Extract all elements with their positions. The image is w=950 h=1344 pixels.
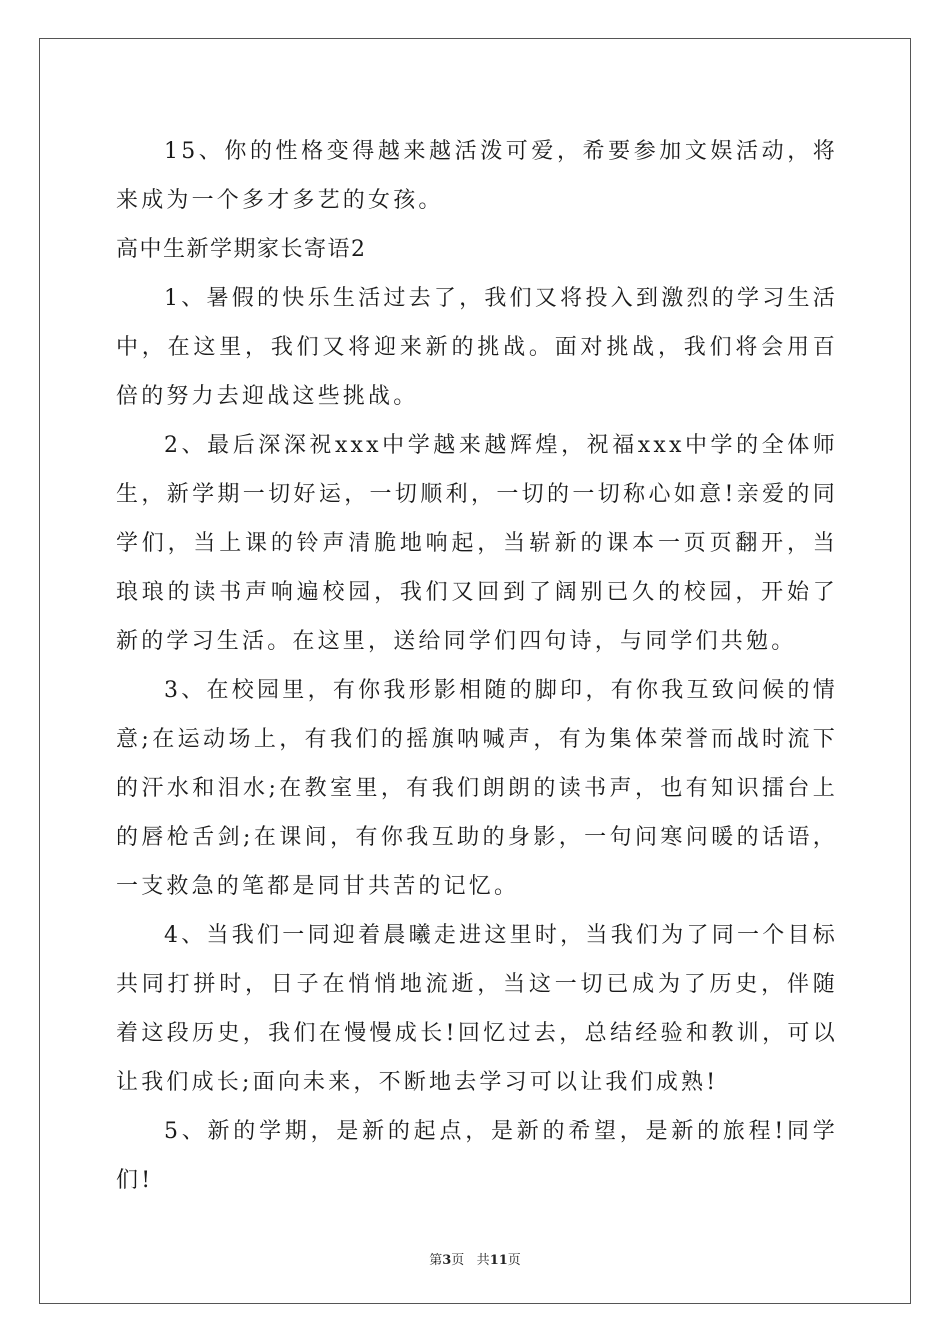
document-body: [116, 127, 838, 1205]
paragraph-2: 2、最后深深祝xxx中学越来越辉煌，祝福xxx中学的全体师生，新学期一切好运，一切顺利，一切的一切称心如意!亲爱的同学们，当上课的铃声清脆地响起，当崭新的课本一页页翻开，当琅琅的读书声响遍校园，我们又回到了阔别已久的校园，开始了新的学习生活。在这里，送给同学们四句诗，与同学们共勉。: [116, 433, 838, 654]
paragraph-15: 15、你的性格变得越来越活泼可爱，希要参加文娱活动，将来成为一个多才多艺的女孩。: [116, 139, 838, 213]
total-pages: 11: [489, 1253, 508, 1268]
section-heading: 高中生新学期家长寄语2: [116, 237, 367, 262]
total-prefix: 共: [476, 1253, 490, 1268]
page-suffix: 页: [451, 1253, 465, 1268]
page-footer: [0, 1249, 950, 1268]
paragraph-5: 5、新的学期，是新的起点，是新的希望，是新的旅程!同学们!: [116, 1119, 838, 1193]
page-prefix: 第: [429, 1253, 443, 1268]
paragraph-1: 1、暑假的快乐生活过去了，我们又将投入到激烈的学习生活中，在这里，我们又将迎来新的挑战。面对挑战，我们将会用百倍的努力去迎战这些挑战。: [116, 286, 838, 409]
page-number: 3: [442, 1253, 452, 1268]
paragraph-3: 3、在校园里，有你我形影相随的脚印，有你我互致问候的情意;在运动场上，有我们的摇旗呐喊声，有为集体荣誉而战时流下的汗水和泪水;在教室里，有我们朗朗的读书声，也有知识擂台上的唇枪舌剑;在课间，有你我互助的身影，一句问寒问暖的话语，一支救急的笔都是同甘共苦的记忆。: [116, 678, 838, 899]
paragraph-4: 4、当我们一同迎着晨曦走进这里时，当我们为了同一个目标共同打拼时，日子在悄悄地流逝，当这一切已成为了历史，伴随着这段历史，我们在慢慢成长!回忆过去，总结经验和教训，可以让我们成长;面向未来，不断地去学习可以让我们成熟!: [116, 923, 838, 1095]
total-suffix: 页: [507, 1253, 521, 1268]
